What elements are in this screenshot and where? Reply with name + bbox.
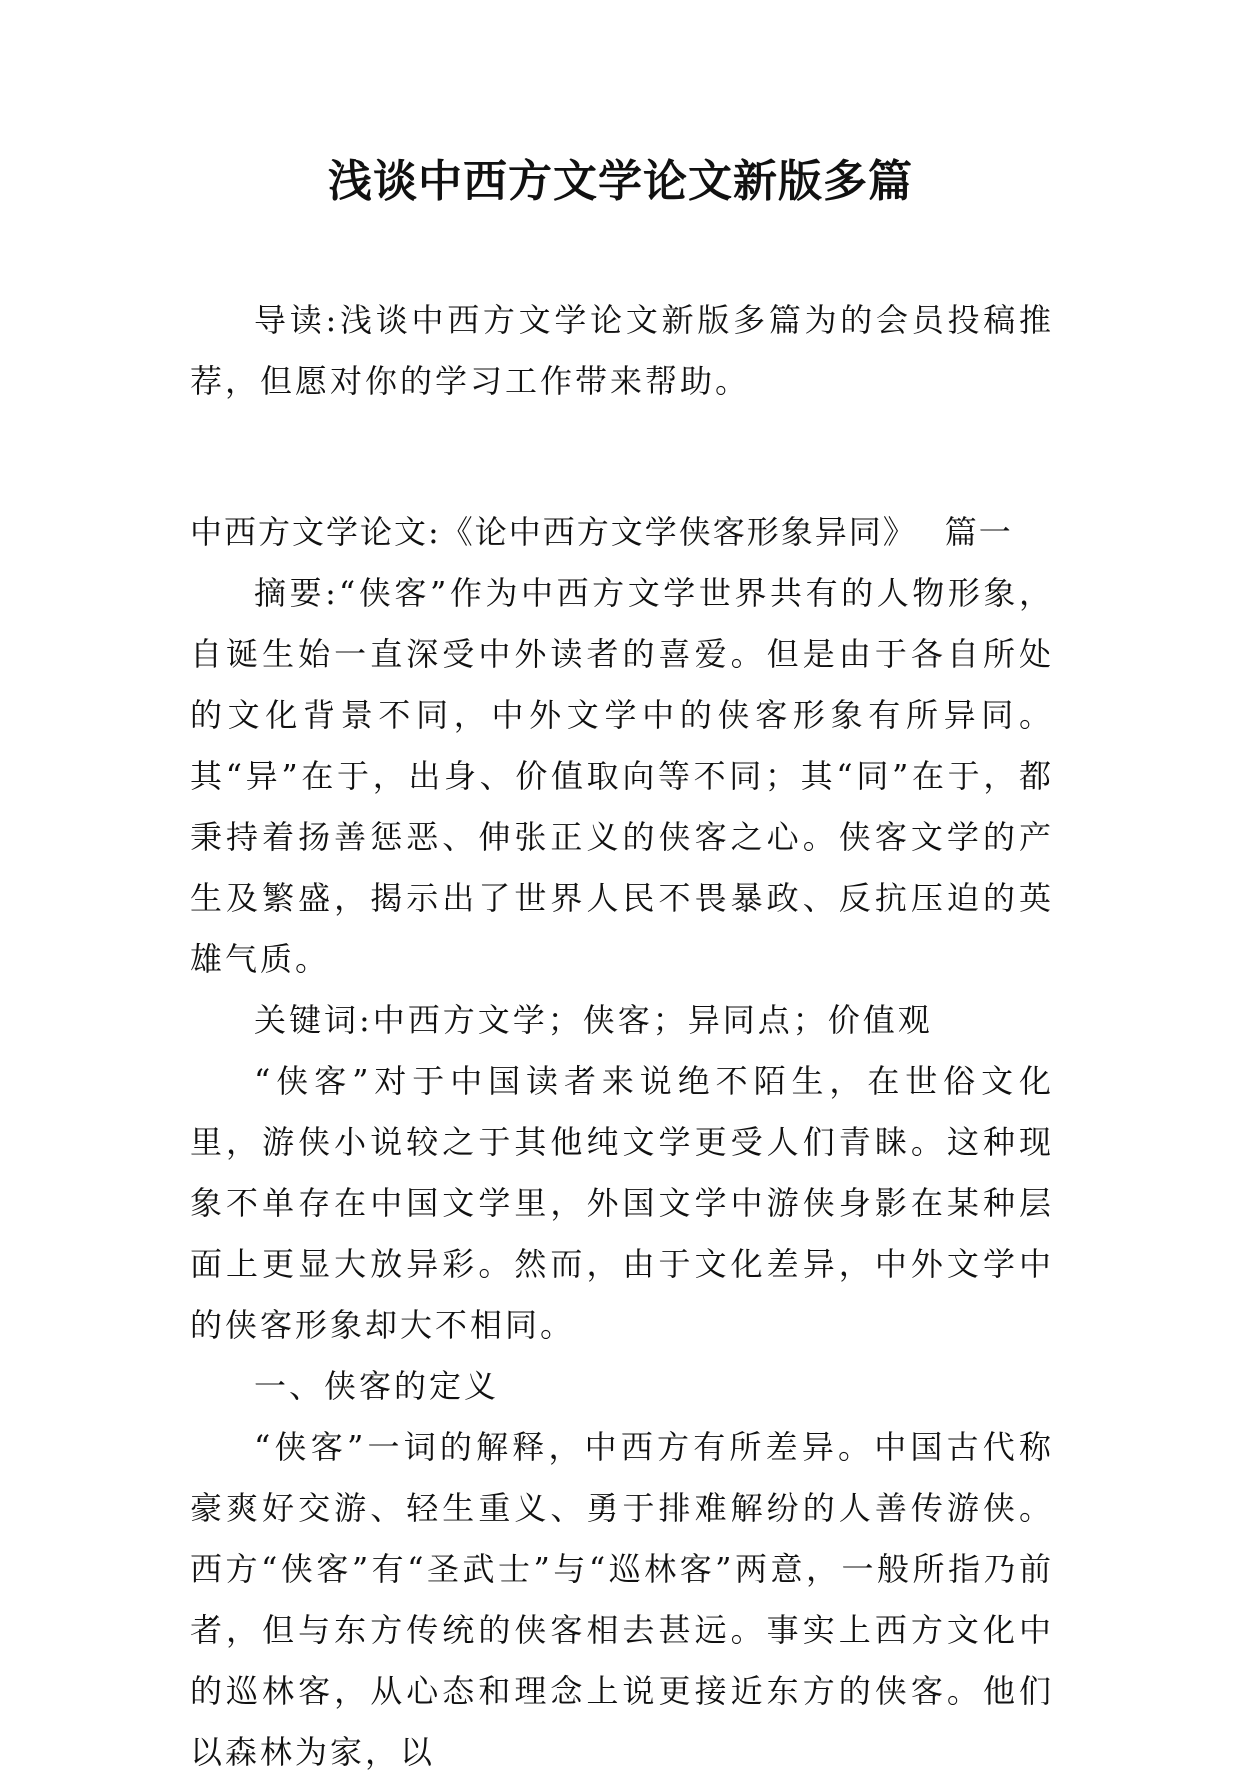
- section-spacer: [190, 412, 1054, 502]
- body-paragraph-1: “侠客”对于中国读者来说绝不陌生，在世俗文化里，游侠小说较之于其他纯文学更受人们青睐。这种现象不单存在中国文学里，外国文学中游侠身影在某种层面上更显大放异彩。然而，由于文化差异，中外文学中的侠客形象却大不相同。: [190, 1062, 1054, 1344]
- heading-definition: 一、侠客的定义: [254, 1367, 500, 1405]
- intro-paragraph: 导读:浅谈中西方文学论文新版多篇为的会员投稿推荐，但愿对你的学习工作带来帮助。: [190, 301, 1054, 400]
- abstract-paragraph: 摘要:“侠客”作为中西方文学世界共有的人物形象，自诞生始一直深受中外读者的喜爱。但是由于各自所处的文化背景不同，中外文学中的侠客形象有所异同。其“异”在于，出身、价值取向等不同；其“同”在于，都秉持着扬善惩恶、伸张正义的侠客之心。侠客文学的产生及繁盛，揭示出了世界人民不畏暴政、反抗压迫的英雄气质。: [190, 574, 1054, 978]
- body-paragraph-2: “侠客”一词的解释，中西方有所差异。中国古代称豪爽好交游、轻生重义、勇于排难解纷的人善传游侠。西方“侠客”有“圣武士”与“巡林客”两意，一般所指乃前者，但与东方传统的侠客相去甚远。事实上西方文化中的巡林客，从心态和理念上说更接近东方的侠客。他们以森林为家，以: [190, 1428, 1054, 1771]
- document-title: 浅谈中西方文学论文新版多篇: [328, 156, 913, 207]
- section-title: 中西方文学论文:《论中西方文学侠客形象异同》: [190, 513, 917, 551]
- document-body: [190, 290, 1054, 1783]
- section-heading: [190, 502, 1054, 563]
- keywords-paragraph: 关键词:中西方文学；侠客；异同点；价值观: [254, 1001, 933, 1039]
- section-part: 篇一: [944, 513, 1013, 551]
